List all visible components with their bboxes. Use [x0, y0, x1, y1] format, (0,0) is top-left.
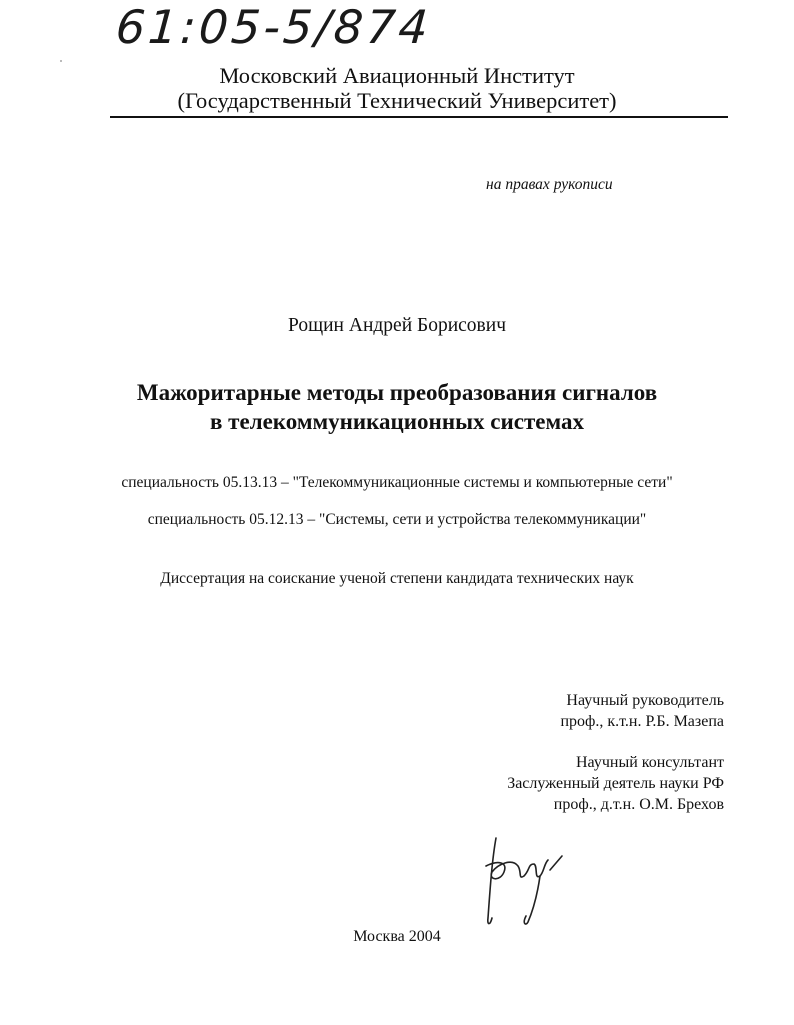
catalog-number: 61:05-5/874 — [114, 0, 433, 54]
handwritten-signature — [478, 830, 568, 930]
supervisor-block — [560, 690, 724, 732]
consultant-name: проф., д.т.н. О.М. Брехов — [553, 796, 724, 813]
consultant-role: Научный консультант — [576, 754, 724, 771]
consultant-honor: Заслуженный деятель науки РФ — [507, 775, 724, 792]
dissertation-title-line-2: в телекоммуникационных системах — [210, 409, 584, 434]
institute-name: Московский Авиационный Институт — [219, 63, 575, 88]
supervisor-name: проф., к.т.н. Р.Б. Мазепа — [560, 713, 724, 730]
header-rule — [110, 116, 728, 118]
institute-subtitle: (Государственный Технический Университет) — [177, 88, 617, 113]
dissertation-title-line-1: Мажоритарные методы преобразования сигналов — [136, 380, 658, 405]
place-and-year: Москва 2004 — [353, 928, 441, 945]
supervisor-role: Научный руководитель — [566, 692, 724, 709]
specialty-1: специальность 05.13.13 – "Телекоммуникационные системы и компьютерные сети" — [121, 474, 673, 491]
scan-speck — [60, 60, 62, 62]
author-name: Рощин Андрей Борисович — [287, 315, 506, 336]
specialty-2: специальность 05.12.13 – "Системы, сети и устройства телекоммуникации" — [147, 511, 647, 528]
consultant-block — [507, 752, 724, 815]
manuscript-note: на правах рукописи — [486, 176, 613, 193]
degree-statement: Диссертация на соискание ученой степени кандидата технических наук — [160, 570, 634, 587]
